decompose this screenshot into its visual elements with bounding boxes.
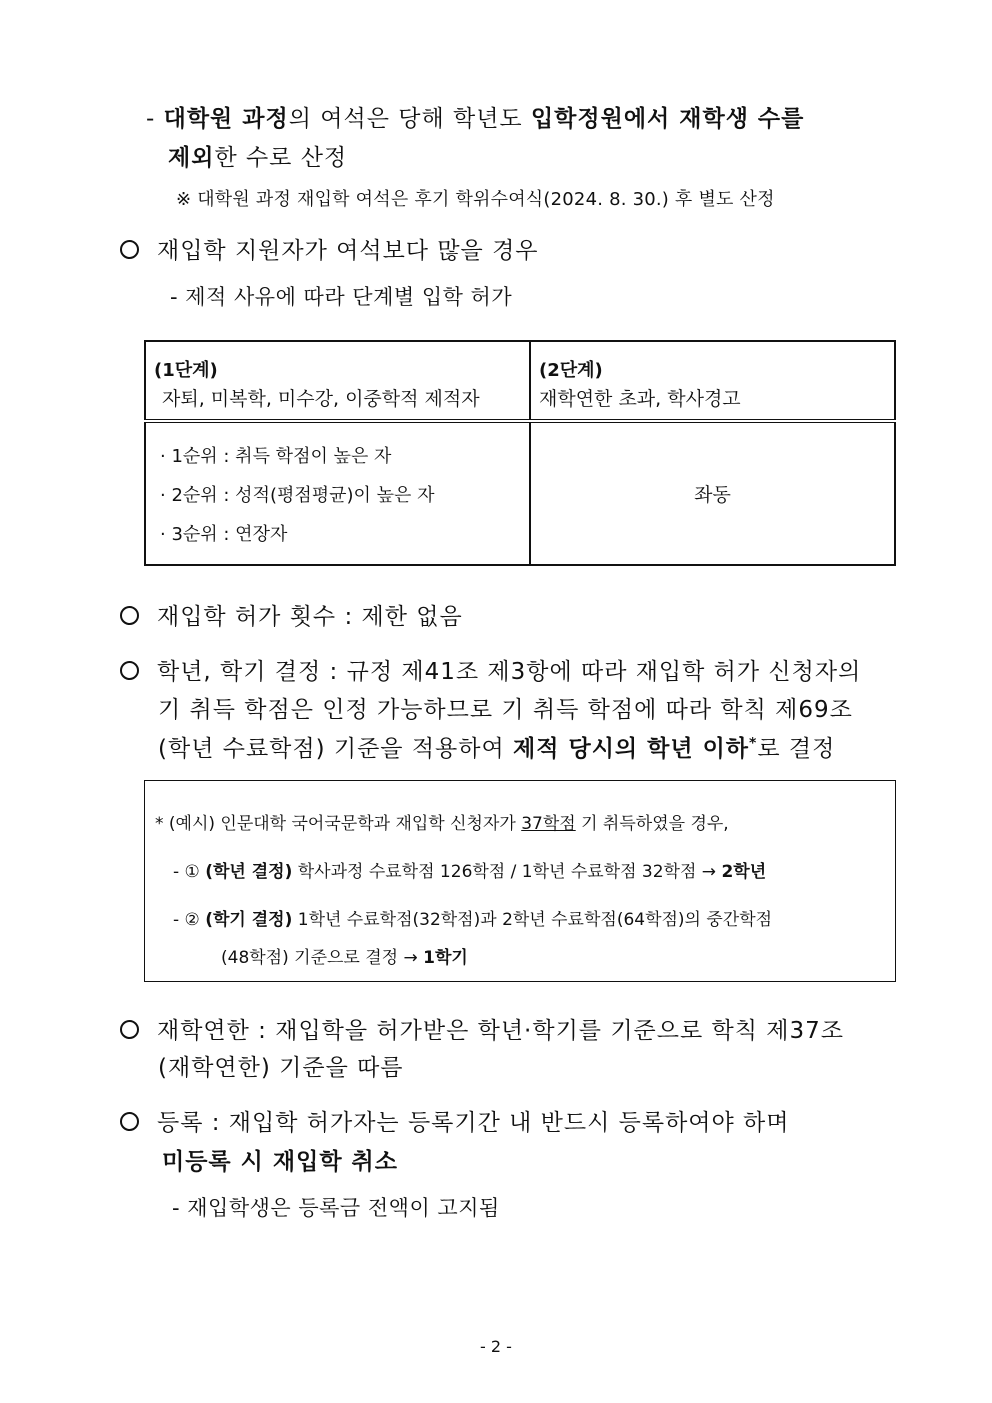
limit-line-2: (재학연한) 기준을 따름: [158, 1055, 404, 1081]
stage2-title: (2단계): [539, 360, 603, 381]
example-item-2b: (48학점) 기준으로 결정 → 1학기: [221, 948, 468, 968]
rank-2: · 2순위 : 성적(평점평균)이 높은 자: [160, 485, 435, 506]
grad-bold-1: 대학원 과정: [163, 106, 289, 132]
circle-bullet-icon: [120, 661, 139, 680]
stage1-title: (1단계): [154, 360, 218, 381]
rank-cell: [145, 421, 530, 565]
register-line-2: 미등록 시 재입학 취소: [162, 1149, 398, 1175]
grad-line-1: - 대학원 과정의 여석은 당해 학년도 입학정원에서 재학생 수를: [146, 106, 805, 132]
over-heading: 재입학 지원자가 여석보다 많을 경우: [120, 232, 539, 265]
limit-line-1: 재학연한 : 재입학을 허가받은 학년·학기를 기준으로 학칙 제37조: [120, 1012, 844, 1045]
circle-bullet-icon: [120, 1112, 139, 1131]
same-cell: 좌동: [530, 421, 895, 565]
example-item-2: - ② (학기 결정) 1학년 수료학점(32학점)과 2학년 수료학점(64학점)의 중간학점: [173, 910, 773, 930]
example-intro: * (예시) 인문대학 국어국문학과 재입학 신청자가 37학점 기 취득하였을 경우,: [155, 814, 729, 834]
grad-note: ※ 대학원 과정 재입학 여석은 후기 학위수여식(2024. 8. 30.) 후 별도 산정: [176, 189, 775, 210]
stage-table: [144, 340, 896, 566]
count-heading: 재입학 허가 횟수 : 제한 없음: [120, 598, 463, 631]
year-line-3: (학년 수료학점) 기준을 적용하여 제적 당시의 학년 이하*로 결정: [158, 735, 836, 762]
rank-1: · 1순위 : 취득 학점이 높은 자: [160, 446, 392, 467]
page-number: - 2 -: [480, 1337, 512, 1356]
over-sub: - 제적 사유에 따라 단계별 입학 허가: [170, 285, 513, 309]
circle-bullet-icon: [120, 606, 139, 625]
register-sub: - 재입학생은 등록금 전액이 고지됨: [172, 1196, 500, 1220]
stage1-header: [145, 341, 530, 421]
stage2-desc: 재학연한 초과, 학사경고: [539, 388, 741, 410]
example-item-1: - ① (학년 결정) 학사과정 수료학점 126학점 / 1학년 수료학점 32학점 → 2학년: [173, 862, 767, 882]
stage2-header: [530, 341, 895, 421]
year-line-2: 기 취득 학점은 인정 가능하므로 기 취득 학점에 따라 학칙 제69조: [158, 697, 853, 723]
register-line-1: 등록 : 재입학 허가자는 등록기간 내 반드시 등록하여야 하며: [120, 1104, 789, 1137]
year-line-1: 학년, 학기 결정 : 규정 제41조 제3항에 따라 재입학 허가 신청자의: [120, 653, 861, 686]
example-box: [144, 780, 896, 982]
rank-3: · 3순위 : 연장자: [160, 524, 288, 545]
grad-bold-2: 입학정원에서 재학생 수를: [530, 106, 805, 132]
circle-bullet-icon: [120, 1020, 139, 1039]
circle-bullet-icon: [120, 240, 139, 259]
grad-line-2: 제외한 수로 산정: [168, 145, 348, 171]
stage1-desc: 자퇴, 미복학, 미수강, 이중학적 제적자: [162, 388, 480, 410]
